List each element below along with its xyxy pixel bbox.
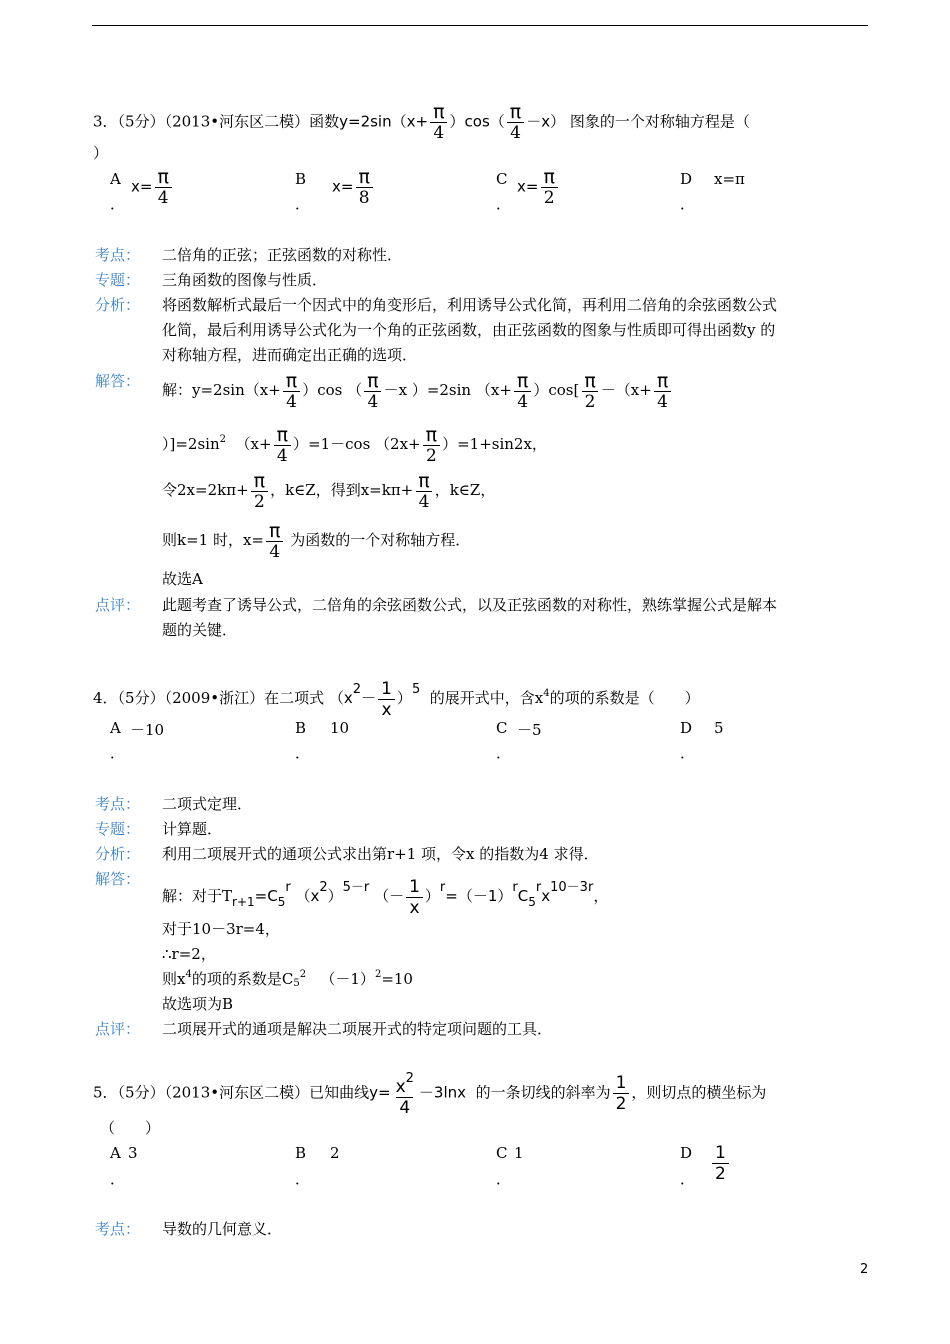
q5-option-d-letter: D (680, 1144, 693, 1162)
q4-dianping-label: 点评： (95, 1020, 141, 1038)
q4-option-a-dot: ． (110, 744, 126, 762)
q5-option-d-dot: ． (680, 1170, 696, 1188)
q5-option-b: 2 (330, 1144, 340, 1162)
q3-stem-close: ） (93, 144, 109, 162)
q4-option-b-letter: B (295, 719, 307, 737)
q3-stem-tail: 图象的一个对称轴方程是（ (569, 112, 750, 131)
q3-solution-line-4: 则k=1 时，x= $\frac{\pi}{4}$ 为函数的一个对称轴方程． (162, 519, 471, 562)
q3-func-y: y=2sin（x+ (339, 112, 429, 131)
q5-option-a-dot: ． (110, 1170, 126, 1188)
q5-option-c: 1 (514, 1144, 524, 1162)
q5-option-d: $\frac{1}{2}$ (710, 1143, 731, 1184)
q3-fenxi-label: 分析： (95, 296, 141, 314)
q5-kaodian-label: 考点： (95, 1220, 141, 1238)
q3-frac-pi4b: $\frac{\pi}{4}$ (507, 102, 524, 143)
q4-option-a-letter: A (110, 719, 121, 737)
q3-option-d-dot: ． (680, 195, 696, 213)
q3-zhuanti: 三角函数的图像与性质． (162, 271, 328, 289)
q3-fenxi-line-3: 对称轴方程，进而确定出正确的选项． (162, 346, 418, 364)
q4-jieda-label: 解答： (95, 870, 141, 888)
q5-option-b-letter: B (295, 1144, 307, 1162)
q3-dianping-label: 点评： (95, 596, 141, 614)
q3-option-c-dot: ． (496, 195, 512, 213)
q3-stem: 3．（5分）（2013•河东区二模）函数 (93, 112, 340, 131)
q3-option-b-letter: B (295, 170, 307, 188)
q4-solution-line-1: 解：对于$T_{r+1}=C_5r$ （x2）5－r （－ $\frac{1}{x}$ ）$r=(-1)rC_5rx10-3r$， (162, 876, 609, 918)
q3-option-a-dot: ． (110, 195, 126, 213)
q3-func-cos: ）cos（ (449, 112, 505, 131)
q4-option-d: 5 (714, 719, 724, 737)
q4-dianping: 二项展开式的通项是解决二项展开式的特定项问题的工具． (162, 1020, 553, 1038)
q3-solution-line-1: 解：y=2sin（x+ $\frac{\pi}{4}$ ）cos （ $\frac{\pi}{4}$ －x ）=2sin （x+ $\frac{\pi}{4}$ ）cos[ $\frac{\pi}{2}$ －（x+ $\frac{\pi}{4}$ (162, 368, 673, 412)
q5-option-b-dot: ． (295, 1170, 311, 1188)
q4-solution-line-4: 则$x^4$的项的系数是$C_5^2$ $(-1)^2=10$ (162, 969, 413, 989)
q4-option-b-dot: ． (295, 744, 311, 762)
q5-stem: 5．（5分）（2013•河东区二模）已知曲线 (93, 1083, 370, 1102)
q3-jieda-label: 解答： (95, 372, 141, 390)
q3-dianping-line-2: 题的关键． (162, 621, 238, 639)
q5-kaodian: 导数的几何意义． (162, 1220, 283, 1238)
q5-stem-line: 5．（5分）（2013•河东区二模）已知曲线y= $\frac{x^2}{4}$ －3lnx 的一条切线的斜率为 $\frac{1}{2}$ ，则切点的横坐标为 (93, 1071, 767, 1118)
q4-option-c: －5 (517, 721, 542, 739)
q5-option-a-letter: A (110, 1144, 121, 1162)
q5-stem-close: （ ） (100, 1119, 161, 1137)
q3-dianping-line-1: 此题考查了诱导公式，二倍角的余弦函数公式，以及正弦函数的对称性，熟练掌握公式是解本 (162, 596, 778, 614)
q3-option-c-letter: C (496, 170, 508, 188)
q4-fenxi: 利用二项展开式的通项公式求出第r+1 项，令x 的指数为4 求得． (162, 845, 599, 863)
q3-option-b: x= $\frac{\pi}{8}$ (332, 167, 375, 208)
q3-fenxi-line-1: 将函数解析式最后一个因式中的角变形后，利用诱导公式化简，再利用二倍角的余弦函数公式 (162, 296, 778, 314)
q5-option-c-dot: ． (496, 1170, 512, 1188)
header-rule (92, 25, 868, 26)
q4-stem-line: 4．（5分）（2009•浙江）在二项式 （x2－ $\frac{1}{x}$ ）5 的展开式中，含$x^4$的项的系数是（ ） (93, 678, 700, 720)
q3-kaodian: 二倍角的正弦；正弦函数的对称性． (162, 246, 403, 264)
q5-option-c-letter: C (496, 1144, 508, 1162)
q4-zhuanti-label: 专题： (95, 820, 141, 838)
q4-solution-line-2: 对于10－3r=4， (162, 920, 280, 938)
q4-option-b: 10 (330, 719, 350, 737)
q4-zhuanti: 计算题． (162, 820, 223, 838)
q3-option-a: x= $\frac{\pi}{4}$ (131, 167, 174, 208)
q3-solution-line-3: 令2x=2kπ+ $\frac{\pi}{2}$ ，k∈Z，得到x=kπ+ $\frac{\pi}{4}$ ，k∈Z， (162, 469, 496, 512)
q3-stem-line (93, 102, 750, 143)
q3-solution-line-5: 故选A (162, 570, 203, 588)
q4-stem: 4．（5分）（2009•浙江）在二项式 (93, 689, 325, 707)
q3-option-d-letter: D (680, 170, 693, 188)
q4-solution-line-5: 故选项为B (162, 995, 234, 1013)
q4-option-d-dot: ． (680, 744, 696, 762)
q4-solution-line-3: ∴r=2， (162, 945, 216, 963)
q4-kaodian-label: 考点： (95, 795, 141, 813)
q4-option-c-dot: ． (496, 744, 512, 762)
q3-frac-pi4: $\frac{\pi}{4}$ (430, 102, 447, 143)
q3-fenxi-line-2: 化简，最后利用诱导公式化为一个角的正弦函数，由正弦函数的图象与性质即可得出函数y 的 (162, 321, 776, 339)
q3-zhuanti-label: 专题： (95, 271, 141, 289)
q4-option-c-letter: C (496, 719, 508, 737)
q3-solution-line-2: ）]$=2\sin^2$ （x+ $\frac{\pi}{4}$ ）=1－cos （2x+ $\frac{\pi}{2}$ ）=1+sin2x， (162, 423, 547, 466)
q4-kaodian: 二项式定理． (162, 795, 253, 813)
q3-kaodian-label: 考点： (95, 246, 141, 264)
q3-option-c: x= $\frac{\pi}{2}$ (517, 167, 560, 208)
q4-fenxi-label: 分析： (95, 845, 141, 863)
q3-option-d: x=π (714, 170, 745, 188)
q5-option-a: 3 (128, 1144, 138, 1162)
q3-option-a-letter: A (110, 170, 121, 188)
q4-option-d-letter: D (680, 719, 693, 737)
q4-option-a: －10 (130, 721, 165, 739)
page-number: 2 (860, 1262, 869, 1277)
q3-option-b-dot: ． (295, 195, 311, 213)
q3-func-minus-x: －x） (526, 112, 566, 131)
